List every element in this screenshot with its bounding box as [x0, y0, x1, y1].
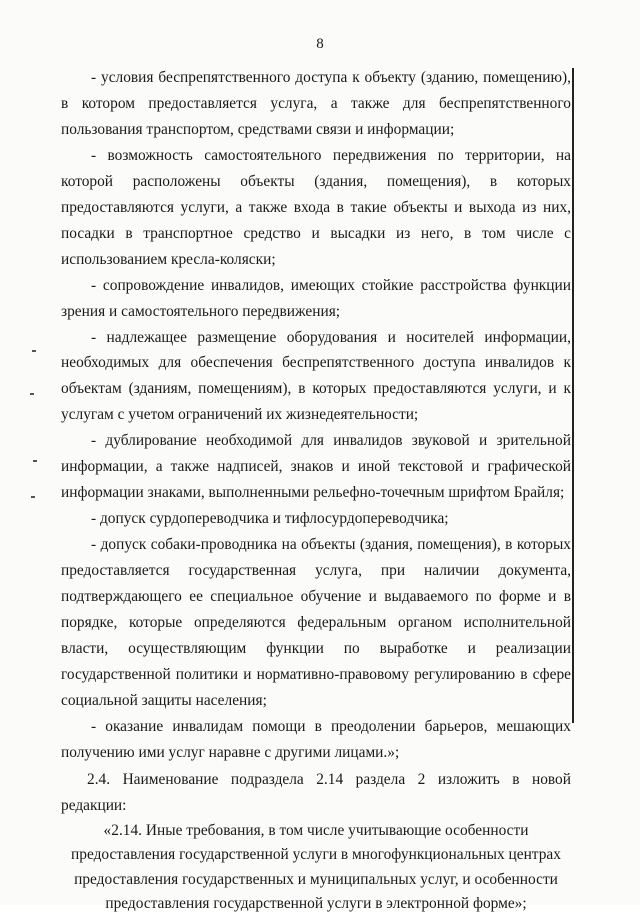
list-item: - условия беспрепятственного доступа к объекту (зданию, помещению), в котором предоставляется услуга, а также для беспрепятственного пользования транспортом, средствами связи и информации;	[61, 69, 571, 138]
list-item: - дублирование необходимой для инвалидов звуковой и зрительной информации, а также надписей, знаков и иной текстовой и графической информации знаками, выполненными рельефно-точечным шрифтом Брайля;	[61, 432, 571, 502]
list-item: - допуск сурдопереводчика и тифлосурдопереводчика;	[91, 510, 449, 528]
scan-margin-line	[572, 68, 574, 723]
scan-speck	[30, 393, 34, 395]
page-number: 8	[316, 36, 324, 52]
list-item: - возможность самостоятельного передвижения по территории, на которой расположены объекты (здания, помещения), в которых предоставляются услуги, а также входа в такие объекты и выхода из них, посадки в транспортное средство и высадки из него, в том числе с использованием кресла-коляски;	[61, 146, 571, 268]
quoted-subsection-heading: «2.14. Иные требования, в том числе учитывающие особенности предоставления государственной услуги в многофункциональных центрах предоставления государственных и муниципальных услуг, и особенности предоставления государственной услуги в электронной форме»;	[71, 821, 561, 913]
list-item: - допуск собаки-проводника на объекты (здания, помещения), в которых предоставляется государственная услуга, при наличии документа, подтверждающего ее специальное обучение и выдаваемого по форме и в порядке, которые определяются федеральным органом исполнительной власти, осуществляющим функции по выработке и реализации государственной политики и нормативно-правовому регулированию в сфере социальной защиты населения;	[61, 536, 571, 709]
list-item: - надлежащее размещение оборудования и носителей информации, необходимых для обеспечения беспрепятственного доступа инвалидов к объектам (зданиям, помещениям), в которых предоставляются услуги, и к услугам с учетом ограничений их жизнедеятельности;	[61, 328, 571, 424]
scan-speck	[32, 350, 36, 352]
document-body	[61, 65, 571, 917]
list-item: - сопровождение инвалидов, имеющих стойкие расстройства функции зрения и самостоятельного передвижения;	[61, 276, 571, 320]
scan-speck	[33, 460, 37, 462]
section-amendment: 2.4. Наименование подраздела 2.14 раздела 2 изложить в новой редакции:	[61, 770, 571, 814]
scan-speck	[31, 496, 35, 498]
list-item: - оказание инвалидам помощи в преодолении барьеров, мешающих получению ими услуг наравне с другими лицами.»;	[61, 717, 571, 761]
